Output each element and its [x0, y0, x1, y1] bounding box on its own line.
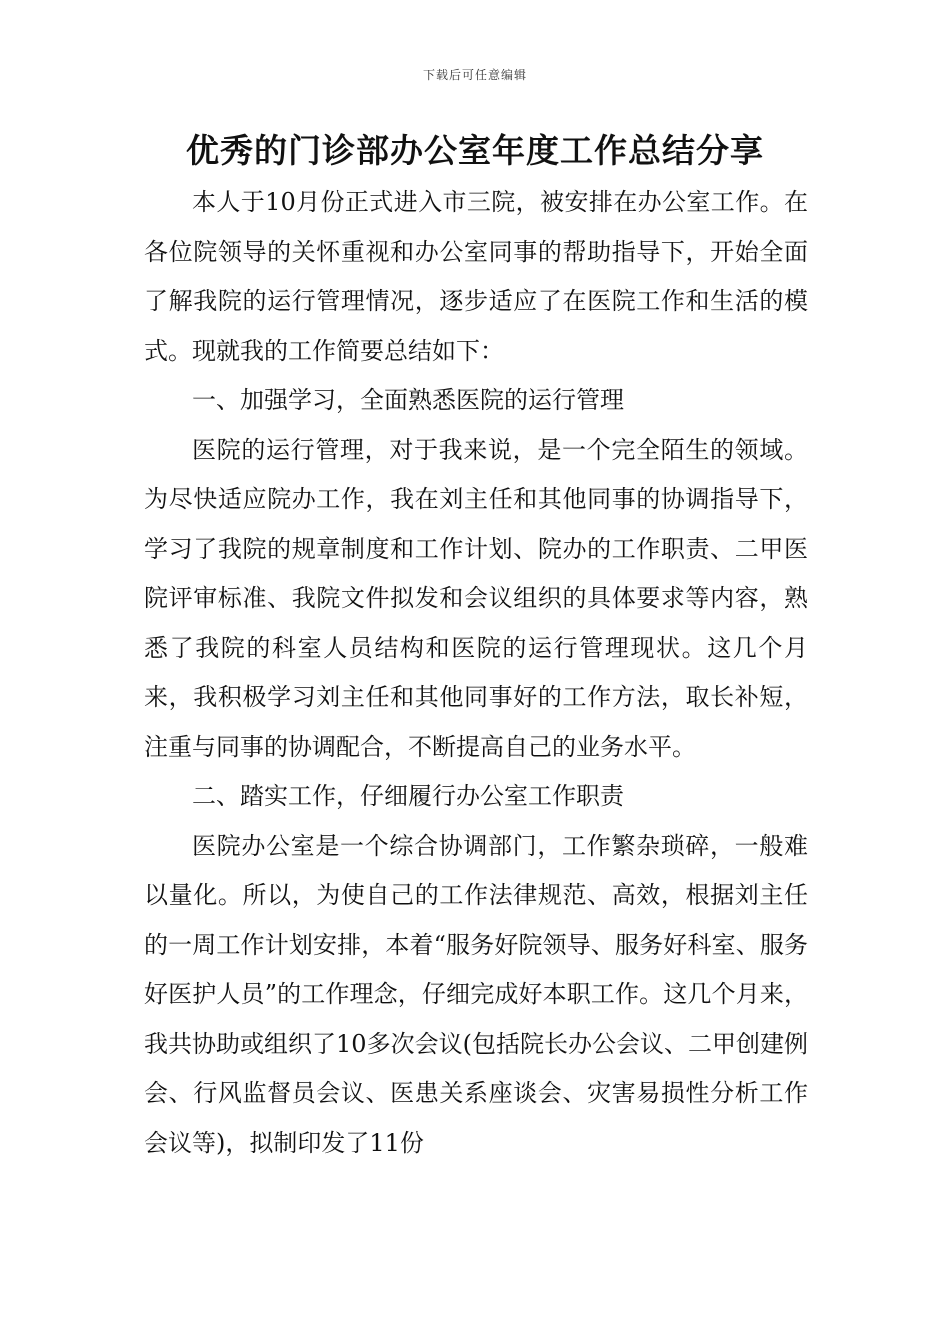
paragraph-intro: 本人于10月份正式进入市三院，被安排在办公室工作。在各位院领导的关怀重视和办公室同事的帮助指导下，开始全面了解我院的运行管理情况，逐步适应了在医院工作和生活的模式。现就我的工作简要总结如下： [144, 188, 808, 365]
section-heading-1: 一、加强学习，全面熟悉医院的运行管理 [192, 386, 624, 414]
section-heading-2: 二、踏实工作，仔细履行办公室工作职责 [192, 782, 624, 810]
document-title: 优秀的门诊部办公室年度工作总结分享 [186, 131, 764, 170]
paragraph-section-2: 医院办公室是一个综合协调部门，工作繁杂琐碎，一般难以量化。所以，为使自己的工作法律规范、高效，根据刘主任的一周工作计划安排，本着“服务好院领导、服务好科室、服务好医护人员”的工作理念，仔细完成好本职工作。这几个月来，我共协助或组织了10多次会议(包括院长办公会议、二甲创建例会、行风监督员会议、医患关系座谈会、灾害易损性分析工作会议等)，拟制印发了11份 [144, 831, 808, 1157]
document-body [144, 178, 808, 1168]
paragraph-section-1: 医院的运行管理，对于我来说，是一个完全陌生的领域。为尽快适应院办工作，我在刘主任和其他同事的协调指导下，学习了我院的规章制度和工作计划、院办的工作职责、二甲医院评审标准、我院文件拟发和会议组织的具体要求等内容，熟悉了我院的科室人员结构和医院的运行管理现状。这几个月来，我积极学习刘主任和其他同事好的工作方法，取长补短，注重与同事的协调配合，不断提高自己的业务水平。 [144, 435, 808, 761]
header-note: 下载后可任意编辑 [422, 68, 527, 82]
